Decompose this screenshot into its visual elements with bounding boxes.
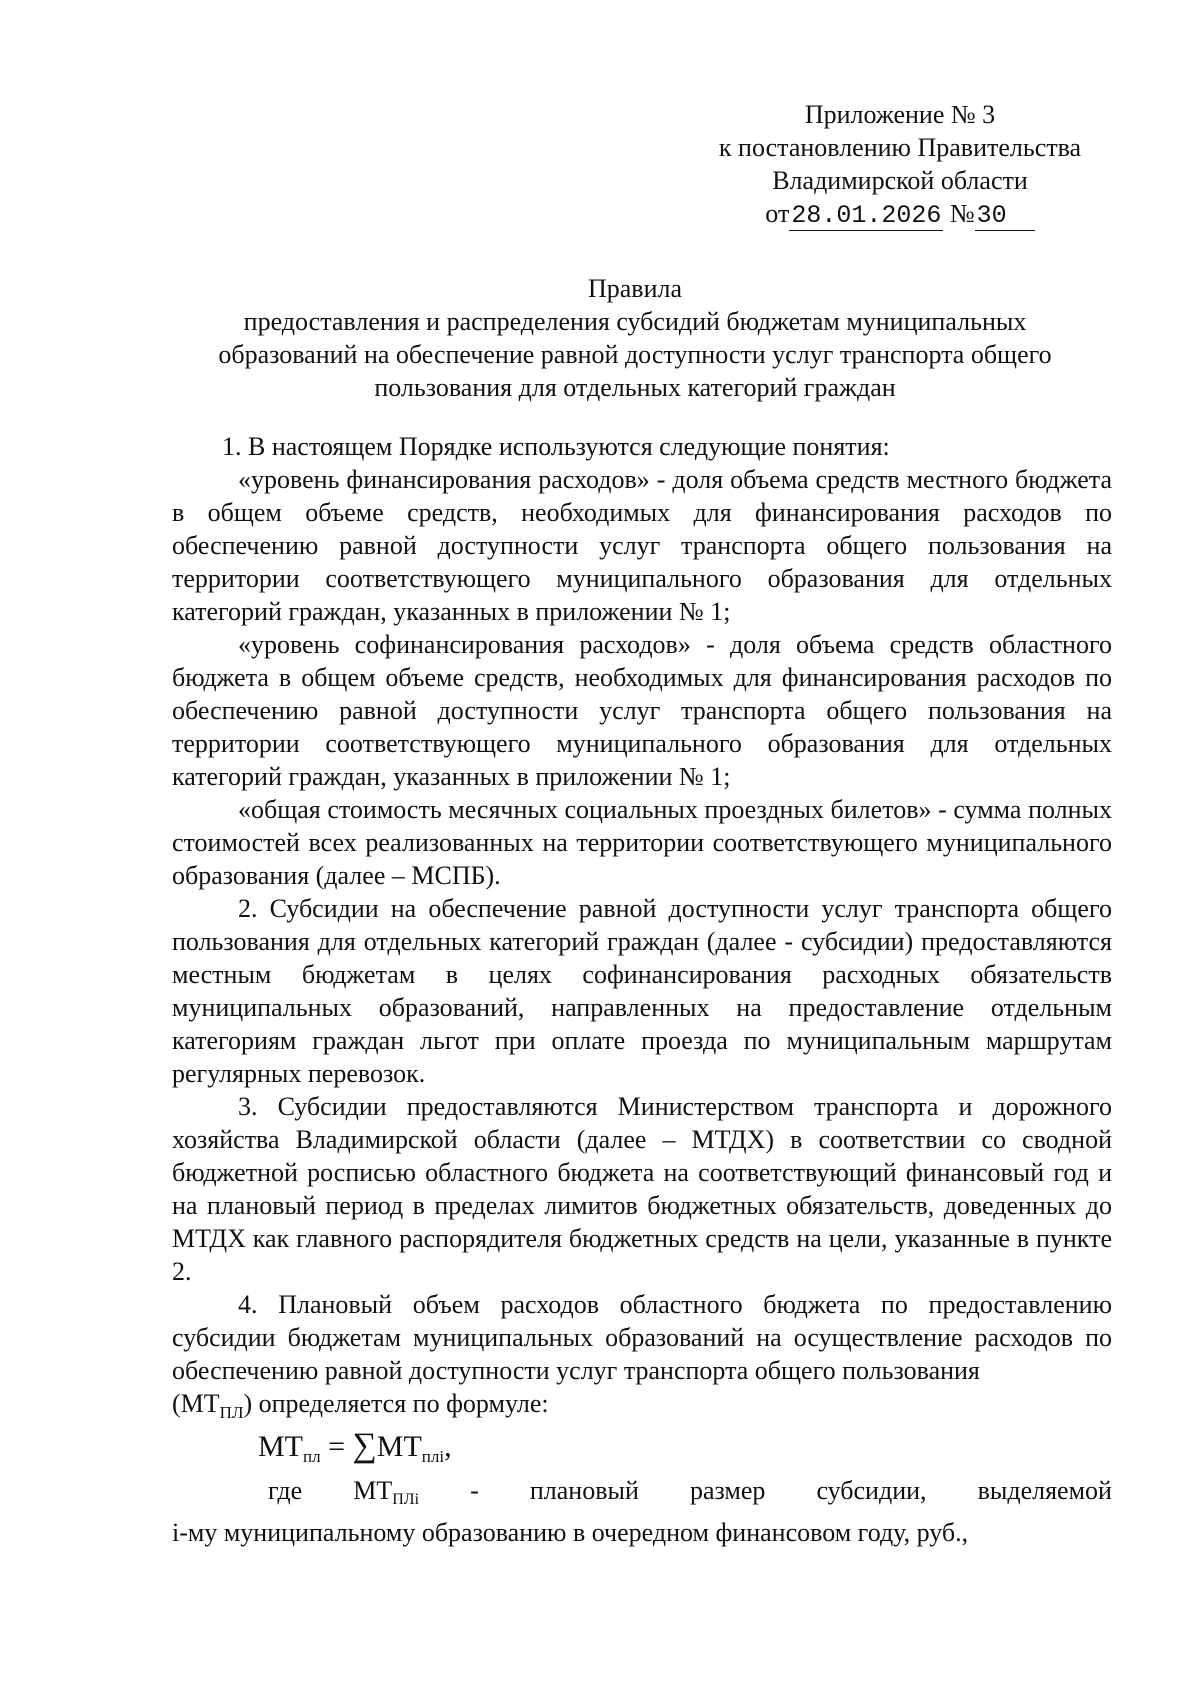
- number-prefix: №: [949, 199, 975, 228]
- explanation-line-1: где $МТ_{ПЛi}$ - плановый размер субсидии, выделяемой: [268, 1476, 1112, 1508]
- paragraph-2: 2. Субсидии на обеспечение равной доступности услуг транспорта общего пользования для отдельных категорий граждан (далее - субсидии) предоставляются местным бюджетам в целях софинансирования расходных обязательств муниципальных образований, направленных на предоставление отдельным категориям граждан льгот при оплате проезда по муниципальным маршрутам регулярных перевозок.: [172, 894, 1112, 1088]
- appendix-region: Владимирской области: [772, 166, 1028, 195]
- formula-lhs: МТ: [258, 1430, 303, 1463]
- formula-explanation: [172, 1474, 1112, 1549]
- resolution-number: 30: [975, 201, 1035, 231]
- paragraph-4-formula-intro: $(МТ_{ПЛ})$ определяется по формуле:: [172, 1389, 549, 1422]
- paragraph-3: 3. Субсидии предоставляются Министерством транспорта и дорожного хозяйства Владимирской области (далее – МТДХ) в соответствии со сводной бюджетной росписью областного бюджета на соответствующий финансовый год и на плановый период в пределах лимитов бюджетных обязательств, доведенных до МТДХ как главного распорядителя бюджетных средств на цели, указанные в пункте 2.: [172, 1092, 1112, 1286]
- title-line-1: Правила: [587, 274, 683, 303]
- paragraph-definition-tickets: «общая стоимость месячных социальных проездных билетов» - сумма полных стоимостей всех реализованных на территории соответствующего муниципального образования (далее – МСПБ).: [172, 795, 1112, 890]
- date-prefix: от: [765, 199, 790, 228]
- paragraph-definition-financing: «уровень финансирования расходов» - доля объема средств местного бюджета в общем объеме средств, необходимых для финансирования расходов по обеспечению равной доступности услуг транспорта общего пользования на территории соответствующего муниципального образования для отдельных категорий граждан, указанных в приложении № 1;: [172, 465, 1112, 626]
- formula-rhs: МТ: [376, 1430, 422, 1463]
- resolution-date: 28.01.2026: [791, 201, 942, 230]
- title-line-3: образований на обеспечение равной доступности услуг транспорта общего: [218, 340, 1052, 369]
- document-body: [172, 430, 1112, 1429]
- appendix-resolution-ref: к постановлению Правительства: [718, 133, 1082, 162]
- paragraph-definition-cofinancing: «уровень софинансирования расходов» - доля объема средств областного бюджета в общем объеме средств, необходимых для финансирования расходов по обеспечению равной доступности услуг транспорта общего пользования на территории соответствующего муниципального образования для отдельных категорий граждан, указанных в приложении № 1;: [172, 630, 1112, 791]
- title-line-4: пользования для отдельных категорий граждан: [374, 373, 896, 402]
- explanation-line-2: i-му муниципальному образованию в очередном финансовом году, руб.,: [172, 1518, 969, 1547]
- appendix-date-number-line: [680, 197, 1120, 232]
- formula-lhs-sub: пл: [303, 1447, 321, 1466]
- sum-symbol-icon: ∑: [352, 1427, 377, 1464]
- appendix-header: [680, 98, 1120, 232]
- document-title: [170, 272, 1100, 404]
- planned-volume-formula: $МТ_{пл} = \sum МТ_{плi}$,: [258, 1427, 452, 1466]
- paragraph-4: 4. Плановый объем расходов областного бюджета по предоставлению субсидии бюджетам муниципальных образований на осуществление расходов по обеспечению равной доступности услуг транспорта общего пользования: [172, 1290, 1112, 1385]
- paragraph-1: 1. В настоящем Порядке используются следующие понятия:: [222, 432, 890, 461]
- formula-equals: =: [328, 1430, 346, 1463]
- appendix-number: Приложение № 3: [804, 100, 996, 129]
- formula-rhs-sub: плi: [421, 1447, 445, 1466]
- title-line-2: предоставления и распределения субсидий бюджетам муниципальных: [243, 307, 1027, 336]
